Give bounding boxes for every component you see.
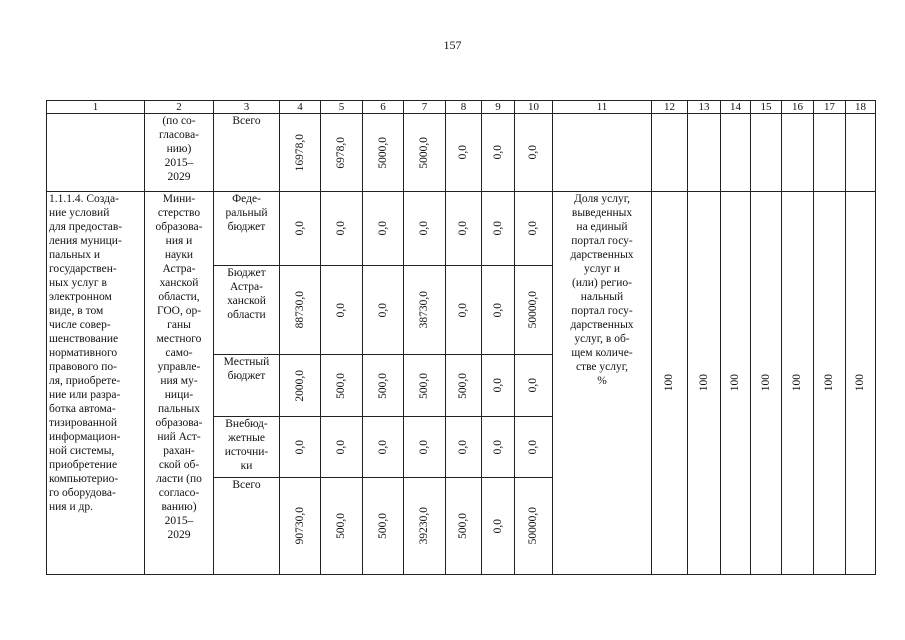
indicator-text: Доля услуг, выведенных на единый портал госу- дарственных услуг и (или) регио- нальный портал госу- дарственных услуг, в об- щем количе- стве услуг, % <box>570 193 634 388</box>
table-row <box>47 114 876 192</box>
empty-cell <box>652 114 688 192</box>
value-text: 2000,0 <box>293 369 306 402</box>
value-text: 0,0 <box>335 221 348 236</box>
target-value: 100 <box>823 374 836 392</box>
executor-cell <box>145 192 214 575</box>
value-cell <box>482 417 515 478</box>
target-cell <box>846 192 876 575</box>
source-cell <box>214 355 280 417</box>
source-label: Всего <box>232 115 261 127</box>
empty-cell <box>782 114 814 192</box>
indicator-cell <box>553 192 652 575</box>
target-cell <box>782 192 814 575</box>
value-cell <box>321 355 363 417</box>
value-text: 0,0 <box>491 302 504 318</box>
column-header: 13 <box>688 101 721 114</box>
value-cell <box>404 266 446 355</box>
value-cell <box>482 266 515 355</box>
value-text: 90730,0 <box>293 507 306 545</box>
value-text: 0,0 <box>457 145 470 160</box>
column-header: 7 <box>404 101 446 114</box>
value-cell <box>363 266 404 355</box>
value-cell <box>321 266 363 355</box>
target-value: 100 <box>729 374 742 392</box>
value-cell <box>363 417 404 478</box>
value-text: 0,0 <box>457 302 470 318</box>
value-cell <box>280 114 321 192</box>
column-header: 5 <box>321 101 363 114</box>
source-cell <box>214 266 280 355</box>
value-text: 16978,0 <box>293 133 306 172</box>
target-value: 100 <box>759 374 772 392</box>
column-header: 18 <box>846 101 876 114</box>
value-text: 5000,0 <box>376 136 389 169</box>
value-cell <box>321 478 363 575</box>
column-header: 9 <box>482 101 515 114</box>
source-cell <box>214 192 280 266</box>
target-value: 100 <box>854 374 867 392</box>
empty-cell <box>814 114 846 192</box>
value-cell <box>515 355 553 417</box>
source-cell <box>214 478 280 575</box>
value-text: 0,0 <box>376 439 389 455</box>
value-cell <box>363 114 404 192</box>
column-header: 15 <box>751 101 782 114</box>
target-cell <box>721 192 751 575</box>
source-label: Местный бюджет <box>223 356 270 383</box>
empty-cell <box>846 114 876 192</box>
source-label: Бюджет Астра- ханской области <box>227 267 266 322</box>
table-row <box>47 192 876 266</box>
value-text: 500,0 <box>335 513 348 539</box>
value-text: 500,0 <box>376 513 389 539</box>
column-header: 17 <box>814 101 846 114</box>
value-text: 0,0 <box>491 145 504 160</box>
value-cell <box>515 114 553 192</box>
target-value: 100 <box>663 374 676 392</box>
value-text: 500,0 <box>335 372 348 399</box>
column-header: 14 <box>721 101 751 114</box>
executor-text: (по со- гласова- нию) 2015– 2029 <box>158 115 200 184</box>
column-header: 2 <box>145 101 214 114</box>
value-cell <box>515 192 553 266</box>
empty-cell <box>688 114 721 192</box>
value-text: 6978,0 <box>335 136 348 169</box>
column-header: 1 <box>47 101 145 114</box>
value-cell <box>515 417 553 478</box>
value-cell <box>404 417 446 478</box>
value-cell <box>363 355 404 417</box>
measure-name-cell <box>47 192 145 575</box>
value-cell <box>515 478 553 575</box>
value-cell <box>482 478 515 575</box>
executor-cell <box>145 114 214 192</box>
value-text: 0,0 <box>418 439 431 455</box>
target-cell <box>814 192 846 575</box>
value-cell <box>280 192 321 266</box>
source-cell <box>214 417 280 478</box>
value-text: 88730,0 <box>293 291 306 329</box>
source-cell <box>214 114 280 192</box>
column-header: 11 <box>553 101 652 114</box>
value-text: 0,0 <box>457 439 470 455</box>
value-text: 500,0 <box>418 372 431 399</box>
value-cell <box>482 192 515 266</box>
value-text: 0,0 <box>527 378 540 393</box>
target-cell <box>751 192 782 575</box>
value-cell <box>280 417 321 478</box>
empty-cell <box>751 114 782 192</box>
value-text: 0,0 <box>293 439 306 455</box>
value-text: 0,0 <box>457 221 470 236</box>
value-cell <box>446 478 482 575</box>
value-cell <box>363 192 404 266</box>
value-text: 0,0 <box>527 439 540 455</box>
value-cell <box>363 478 404 575</box>
source-label: Феде- ральный бюджет <box>225 193 268 234</box>
value-text: 0,0 <box>491 378 504 393</box>
column-header: 8 <box>446 101 482 114</box>
value-text: 500,0 <box>457 372 470 399</box>
column-header: 16 <box>782 101 814 114</box>
value-text: 50000,0 <box>527 291 540 329</box>
target-cell <box>688 192 721 575</box>
value-text: 0,0 <box>376 302 389 318</box>
value-cell <box>446 417 482 478</box>
program-table <box>46 100 876 575</box>
value-cell <box>404 114 446 192</box>
value-cell <box>321 114 363 192</box>
value-cell <box>280 478 321 575</box>
source-label: Внебюд- жетные источни- ки <box>224 418 269 473</box>
column-header: 10 <box>515 101 553 114</box>
page-number: 157 <box>443 38 462 52</box>
value-cell <box>404 478 446 575</box>
value-cell <box>280 355 321 417</box>
target-value: 100 <box>791 374 804 392</box>
value-text: 0,0 <box>527 145 540 160</box>
value-text: 0,0 <box>335 302 348 318</box>
value-cell <box>321 192 363 266</box>
column-header: 6 <box>363 101 404 114</box>
value-text: 0,0 <box>491 221 504 236</box>
value-cell <box>482 355 515 417</box>
value-text: 0,0 <box>418 221 431 236</box>
value-text: 0,0 <box>527 221 540 236</box>
value-text: 5000,0 <box>418 136 431 169</box>
column-header: 12 <box>652 101 688 114</box>
value-cell <box>404 192 446 266</box>
measure-name: 1.1.1.4. Созда- ние условий для предостав- ления муници- пальных и государствен- ных услуг в электронном виде, в том числе совер- шенствование нормативного правового по- ля, приобрете- ние или разра- ботка автома- тизированной информацион- ной системы, приобретение компьютерио- го оборудова- ния и др. <box>49 193 123 514</box>
column-number-row <box>47 101 876 114</box>
value-text: 0,0 <box>335 439 348 455</box>
target-value: 100 <box>697 374 710 392</box>
value-cell <box>446 192 482 266</box>
value-text: 0,0 <box>491 439 504 455</box>
column-header: 4 <box>280 101 321 114</box>
value-text: 50000,0 <box>527 507 540 545</box>
value-cell <box>446 266 482 355</box>
value-text: 38730,0 <box>418 291 431 329</box>
value-cell <box>446 355 482 417</box>
value-text: 500,0 <box>376 372 389 399</box>
value-text: 0,0 <box>376 221 389 236</box>
value-cell <box>446 114 482 192</box>
value-text: 0,0 <box>491 518 504 534</box>
empty-cell <box>553 114 652 192</box>
empty-cell <box>47 114 145 192</box>
value-text: 500,0 <box>457 513 470 539</box>
value-cell <box>515 266 553 355</box>
value-cell <box>321 417 363 478</box>
value-cell <box>482 114 515 192</box>
executor-text: Мини- стерство образова- ния и науки Астра- ханской области, ГОО, ор- ганы местного само- управле- ния му- ници- пальных образова- ний Аст- рахан- ской об- ласти (по согласо- ванию) 2015– 2029 <box>155 193 203 542</box>
value-cell <box>404 355 446 417</box>
target-cell <box>652 192 688 575</box>
value-cell <box>280 266 321 355</box>
column-header: 3 <box>214 101 280 114</box>
value-text: 39230,0 <box>418 507 431 545</box>
source-label: Всего <box>232 479 261 491</box>
empty-cell <box>721 114 751 192</box>
value-text: 0,0 <box>293 221 306 236</box>
